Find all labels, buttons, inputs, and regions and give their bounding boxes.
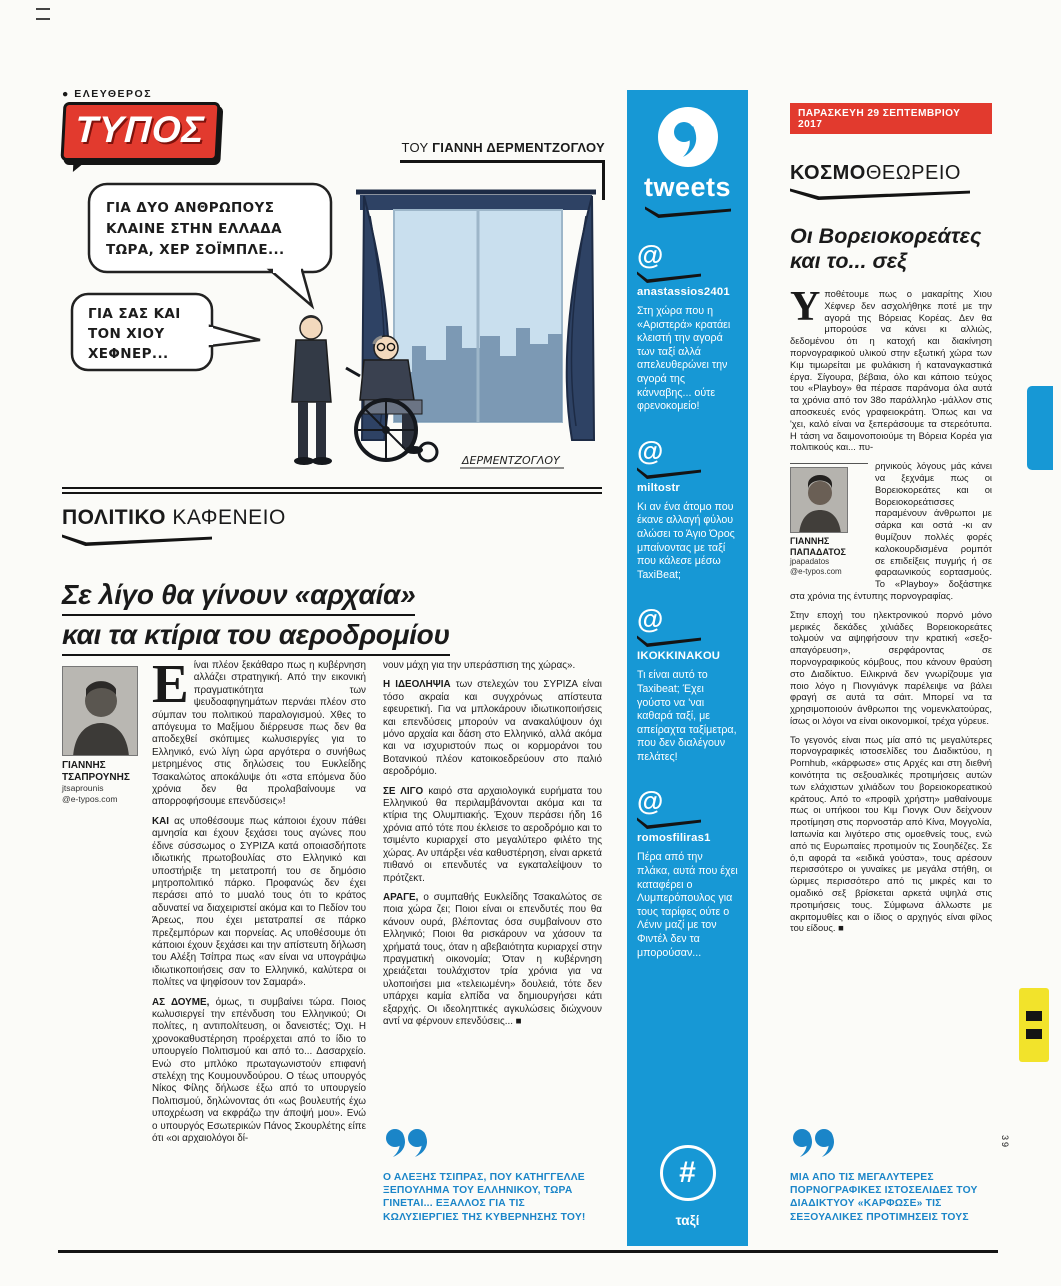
swoosh-underline xyxy=(637,634,701,647)
speech-bubble-2-line: ΓΙΑ ΣΑΣ ΚΑΙ xyxy=(88,306,181,322)
tweet-text: Πέρα από την πλάκα, αυτά που έχει καταφέρει ο Λυμπερόπουλος για τους ταρίφες ούτε ο Λένιν μαζί με τον Φιντέλ δεν τα μπορούσαν... xyxy=(637,851,738,959)
section-light: ΘΕΩΡΕΙΟ xyxy=(865,162,961,184)
headline-line-2: και τα κτίρια του αεροδρομίου xyxy=(62,616,450,656)
dropcap: Ε xyxy=(152,653,189,714)
speech-bubble-1-line: ΚΛΑΙΝΕ ΣΤΗΝ ΕΛΛΑΔΑ xyxy=(106,221,282,237)
registration-marks xyxy=(36,8,50,20)
cartoon-credit xyxy=(320,140,605,155)
title-line-2: και το... σεξ xyxy=(790,249,907,273)
wheelchair-handle xyxy=(346,368,360,376)
section-light: ΚΑΦΕΝΕΙΟ xyxy=(165,506,286,529)
tweet-item xyxy=(637,788,738,960)
paragraph: Είναι πλέον ξεκάθαρο πως η κυβέρνηση αλλάζει στρατηγική. Από την εικονική πραγματικότητα των ψευδοαφηγημάτων περνάει πλέον στο σύμπαν του πολιτικού παραλογισμού. Χθες το απόγευμα το Μαξίμου διέρρευσε πως δεν θα αποδεχθεί σκόπιμες κωλυσιεργίες για το Ελληνικό, ενώ λίγη ώρα αργότερα ο συνήθως μετρημένος στις δηλώσεις του Ευκλείδης Τσακαλώτος αποκάλυψε ότι «στα επόμενα δύο χρόνια δεν θα προλαβαίνουμε να απορροφήσουμε επενδύσεις»! xyxy=(152,653,366,808)
paragraph: ΑΡΑΓΕ, ο συμπαθής Ευκλείδης Τσακαλώτος σε ποια χώρα ζει; Ποιοι είναι οι επενδυτές που θα κάνουν ουρά, βλέποντας όσα συμβαίνουν στο Ελληνικό; Ποιοι θα ρισκάρουν να χάσουν τα χρήματά τους, όταν η αβεβαιότητα κυριαρχεί στην πραγματική οικονομία; Όταν η κυβέρνηση χρειάζεται τουλάχιστον τρία χρόνια για να υλοποιήσει μια «τελειωμένη» δουλειά, τότε δεν υπάρχει καμία ελπίδα να δημιουργήσει κάτι εξαρχής. Οι ιδεοληπτικές αγκυλώσεις διώχνουν αντί να φέρνουν επενδύσεις... ■ xyxy=(383,891,602,1027)
tweet-handle: miltostr xyxy=(637,481,681,494)
at-icon: @ xyxy=(637,604,664,635)
paragraph: ΚΑΙ ας υποθέσουμε πως κάποιοι έχουν πάθει αμνησία και έχουν ξεχάσει τους αγώνες που έδινε σύσσωμος ο ΣΥΡΙΖΑ κατά οποιασδήποτε ιδιωτικής πρωτοβουλίας στο Ελληνικό και υποστήριξε τη μετατροπή του σε δημόσιο μητροπολιτικό πάρκο. Προφανώς δεν έχει περάσει από το μυαλό τους ότι το κράτος αδυνατεί να διαχειριστεί ακόμα και το Πεδίον του Άρεως, που έχει μετατραπεί σε πάρκο πρεζεμπόρων και πορνείας. Ας υποθέσουμε ότι κάποιοι έχουν ξεχάσει και την απίστευτη δήλωση του Αλέξη Τσίπρα πως «αν είναι να υπογράψω ιδιωτικοποιήσεις σαν το Ελληνικό, καλύτερα οι πολίτες να ψηφίσουν τον Σαμαρά». xyxy=(152,815,366,989)
paragraph: ΑΣ ΔΟΥΜΕ, όμως, τι συμβαίνει τώρα. Ποιος κωλυσιεργεί την επένδυση του Ελληνικού; Οι πολίτες, η αντιπολίτευση, οι δανειστές; Όχι. Η χρονοκαθυστέρηση προέρχεται από το ίδιο το υπουργείο Πολιτισμού και από το... Δασαρχείο. Ενώ στο μπλόκο πρωταγωνιστούν επιφανή στελέχη της Κουμουνδούρου. Ο τέως υπουργός Νίκος Φίλης δήλωσε έξω από το υπουργείο Πολιτισμού, δηλώνοντας ότι «ως βουλευτής έχω υποχρέωση να εκφράζω την άποψή μου». Ενώ ο υπουργός Εσωτερικών Πάνος Σκουρλέτης είπε ότι «οι αρχαιολόγοι δί- xyxy=(152,996,366,1145)
speech-bubble-1-line: ΓΙΑ ΔΥΟ ΑΝΘΡΩΠΟΥΣ xyxy=(106,200,275,216)
caption-text: ΜΙΑ ΑΠΟ ΤΙΣ ΜΕΓΑΛΥΤΕΡΕΣ ΠΟΡΝΟΓΡΑΦΙΚΕΣ ΙΣΤΟΣΕΛΙΔΕΣ ΤΟΥ ΔΙΑΔΙΚΤΥΟΥ «ΚΑΡΦΩΣΕ» ΤΙΣ ΣΕΞΟΥΑΛΙΚΕΣ ΠΡΟΤΙΜΗΣΕΙΣ ΤΟΥΣ xyxy=(790,1172,978,1223)
tweets-title: tweets xyxy=(643,172,732,202)
tweet-handle: anastassios2401 xyxy=(637,286,730,298)
author-email: @e-typos.com xyxy=(790,567,842,577)
edge-tab-mark xyxy=(1026,1029,1042,1039)
political-cartoon xyxy=(64,176,602,478)
at-icon: @ xyxy=(637,240,664,270)
tweets-tag: ταξί xyxy=(675,1213,700,1228)
tweet-text: Τι είναι αυτό το Taxibeat; Έχει γούστο να 'ναι καθαρά ταξί, με απείραχτα ταξίμετρα, που δεν διαλέγουν πελάτες! xyxy=(637,669,737,763)
author-card-papadatos xyxy=(790,463,868,577)
swoosh-underline xyxy=(645,205,731,218)
double-rule xyxy=(62,487,602,494)
dropcap: Υ xyxy=(790,284,821,330)
cartoon-credit-name: ΓΙΑΝΝΗ ΔΕΡΜΕΝΤΖΟΓΛΟΥ xyxy=(432,140,605,155)
section-bold: ΠΟΛΙΤΙΚΟ xyxy=(62,506,166,529)
tweets-column xyxy=(627,90,748,1246)
curtain-valance xyxy=(360,195,592,210)
caption-block-elliniko xyxy=(383,1126,602,1224)
author-name: ΓΙΑΝΝΗΣ ΠΑΠΑΔΑΤΟΣ xyxy=(790,536,846,557)
wheelchair-man-body xyxy=(360,360,414,400)
section-kosmotheoreio xyxy=(790,162,992,185)
paragraph: Η ΙΔΕΟΛΗΨΙΑ των στελεχών του ΣΥΡΙΖΑ είναι τόσο ακραία και συγχρόνως απίστευτα εφευρετική. Για να μπλοκάρουν ιδιωτικοποιήσεις και επενδύσεις μπορούν να ανακαλύψουν όχι μόνο αρχαία και δάση στο Ελληνικό, αλλά ακόμα και να ισχυριστούν πως οι κορμοράνοι του Βοτανικού πλέον κατοικοεδρεύουν στο παλιό αεροδρόμιο. xyxy=(383,679,602,778)
quote-icon xyxy=(383,1126,433,1160)
curtain-right xyxy=(567,196,594,440)
masthead-kicker: ● ΕΛΕΥΘΕΡΟΣ xyxy=(62,88,153,100)
edge-tab-yellow xyxy=(1019,988,1049,1062)
speech-bubble-2-line: ΤΟΝ ΧΙΟΥ xyxy=(88,326,165,342)
author-photo xyxy=(790,467,848,533)
tweet-item xyxy=(637,606,738,764)
paragraph: ΣΕ ΛΙΓΟ καιρό στα αρχαιολογικά ευρήματα του Ελληνικού θα περιλαμβάνονται ακόμα και τα κτίρια της Ολυμπιακής. Έχουν περάσει ήδη 16 χρόνια από τότε που έκλεισε το αεροδρόμιο και το τσιμέντο κυριαρχεί στο μεγαλύτερο φιλέτο της χώρας. Αν υπάρξει νέα καθυστέρηση, είναι αρκετά πιθανό οι επενδυτές να εγκαταλείψουν το πρότζεκτ. xyxy=(383,785,603,884)
tweets-footer xyxy=(660,1125,716,1228)
paragraph: Το γεγονός είναι πως μία από τις μεγαλύτερες πορνογραφικές ιστοσελίδες του Διαδικτύου, η Pornhub, «κάρφωσε» στις Αρχές και στη διεθνή κοινότητα τις σεξουαλικές προτιμήσεις αυτών των ελάχιστων χιλιάδων του βορειοκορεατικού κράτους. Από το «προφίλ χρήστη» μαθαίνουμε πως οι υπήκοοι του Κιμ Γιονγκ Ουν δείχνουν προτίμηση στις πορνοστάρ από Κίνα, Μογγολία, Ιαπωνία και λιγότερο στις ομοεθνείς τους, ενώ από τις Ευρωπαίες προτιμούν τις Σουηδέζες. Σε ό,τι αφορά τα «ειδικά γούστα», τους αρέσουν περισσότερο οι γυναίκες με μεγάλα στήθη, οι ώριμες περισσότερο από τις μικρές και το ομαδικό σεξ βρίσκεται αρκετά υψηλά στις προτιμήσεις τους. Σύμφωνα άλλωστε με ακριτομυθίες και ο ίδιος ο αρχηγός είναι φίλος του είδους. ■ xyxy=(790,733,992,934)
paragraph: Υποθέτουμε πως ο μακαρίτης Χιου Χέφνερ δεν ασχολήθηκε ποτέ με την αγορά της Βόρειας Κορέας. Δεν θα μπορούσε να κάνει κι αλλιώς, δεδομένου ότι η κατοχή και διακίνηση πορνογραφικού υλικού στην εξωτική χώρα των Κιμ τιμωρείται με φυλάκιση ή καταναγκαστικά έργα. Σίγουρα, βέβαια, όλο και κάποιο τεύχος του «Playboy» θα πέρασε παράνομα όλα αυτά τα χρόνια από τον 38ο παράλληλο -μάλλον στις αποσκευές ενός γραφειοκράτη. Όπως και να 'χει, καλό είναι να ξεπεράσουμε τα στερεότυπα. Η τάση να δαιμονοποιούμε τη Βόρεια Κορέα για πολιτικούς και... πυ- xyxy=(790,284,992,453)
caption-block-pornhub xyxy=(790,1126,992,1224)
date-bar: ΠΑΡΑΣΚΕΥΗ 29 ΣΕΠΤΕΜΒΡΙΟΥ 2017 xyxy=(790,103,992,134)
at-icon: @ xyxy=(637,786,664,817)
paragraph: Στην εποχή του ηλεκτρονικού πορνό μόνο μερικές δεκάδες χιλιάδες Βορειοκορεάτες τολμούν να αψηφήσουν την κρατική «σεξο-απαγόρευση», σερφάροντας σε πορνογραφικούς κόμβους, που κάνουν θραύση στο Διαδίκτυο. Ειλικρινά δεν γνωρίζουμε για ποιο λόγο η Πιονγιάνγκ παρέλειψε να βάλει φραγή σε αυτά τα σάιτ. Μπορεί να τα χρησιμοποιούν άνθρωποι της νομενκλατούρας, ίσως οι λόγοι να είναι οικονομικοί, τρέχα γύρευε. xyxy=(790,608,992,726)
at-icon: @ xyxy=(637,435,664,466)
masthead xyxy=(62,88,219,161)
swoosh-underline xyxy=(637,466,701,479)
cartoon-drawing xyxy=(64,176,602,478)
speech-bubble-2-line: ΧΕΦΝΕΡ... xyxy=(88,346,169,362)
kosmo-article-body xyxy=(790,284,992,934)
section-bold: ΚΟΣΜΟ xyxy=(790,162,866,184)
kosmotheoreio-column xyxy=(790,103,992,941)
tweet-item xyxy=(637,242,738,414)
cartoonist-signature: ΔΕΡΜΕΝΤΖΟΓΛΟΥ xyxy=(462,454,560,467)
paragraph: νουν μάχη για την υπεράσπιση της χώρας». xyxy=(383,660,576,671)
standing-man-body xyxy=(292,340,331,402)
kosmo-article-title xyxy=(790,224,992,274)
article-column-2 xyxy=(383,660,602,1035)
swoosh-underline xyxy=(637,816,701,829)
tweet-item xyxy=(637,435,738,583)
caption-text: Ο ΑΛΕΞΗΣ ΤΣΙΠΡΑΣ, ΠΟΥ ΚΑΤΗΓΓΕΛΛΕ ΞΕΠΟΥΛΗΜΑ ΤΟΥ ΕΛΛΗΝΙΚΟΥ, ΤΩΡΑ ΓΙΝΕΤΑΙ... ΕΞΑΛΛΟΣ ΓΙΑ ΤΙΣ ΚΩΛΥΣΙΕΡΓΙΕΣ ΤΗΣ ΚΥΒΕΡΝΗΣΗΣ ΤΟΥ! xyxy=(383,1172,586,1223)
edge-tab-blue xyxy=(1027,386,1053,470)
author-email: @e-typos.com xyxy=(62,793,118,804)
author-handle: jtsaprounis xyxy=(62,783,104,793)
tweets-logo-icon xyxy=(657,106,719,168)
cartoon-credit-prefix: ΤΟΥ xyxy=(401,140,429,155)
hashtag-icon: # xyxy=(660,1145,716,1201)
author-name: ΓΙΑΝΝΗΣ ΤΣΑΠΡΟΥΝΗΣ xyxy=(62,760,130,783)
author-card-tsaprounis xyxy=(62,666,144,804)
article-headline xyxy=(62,576,450,656)
newspaper-logo: ΤΥΠΟΣ xyxy=(60,102,221,161)
quote-icon xyxy=(790,1126,840,1160)
edge-tab-mark xyxy=(1026,1011,1042,1021)
author-handle: jpapadatos xyxy=(790,557,830,567)
tweet-handle: romosfiliras1 xyxy=(637,832,711,845)
tweet-text: Κι αν ένα άτομο που έκανε αλλαγή φύλου αλώσει το Άγιο Όρος μπαίνοντας με ταξί που κάλεσε μέσω TaxiBeat; xyxy=(637,500,735,581)
section-politiko-kafeneio xyxy=(62,506,286,530)
swoosh-underline xyxy=(790,187,970,200)
swoosh-underline xyxy=(637,270,701,283)
article-column-1 xyxy=(152,653,366,1152)
paragraph: ρηνικούς λόγους μάς κάνει να ξεχνάμε πως οι Βορειοκορεάτες και οι Βορειοκορεάτισσες παραμένουν άνθρωποι με σάρκα και οστά -κι αν θυμίζουν πολλές φορές καλοκουρδισμένα ρομπότ σε επιδείξεις πυγμής ή σε φαραωνικούς εορτασμούς. Το «Playboy» δοξάστηκε στα χρόνια της έντυπης πορνογραφίας. xyxy=(790,460,992,601)
author-photo xyxy=(62,666,138,756)
bottom-rule xyxy=(58,1250,998,1253)
tweet-text: Στη χώρα που η «Αριστερά» κρατάει κλειστή την αγορά των ταξί αλλά απελευθερώνει την αγορά της κάνναβης... ούτε φρενοκομείο! xyxy=(637,305,731,413)
tweet-handle: IKOKKINAKOU xyxy=(637,650,721,663)
swoosh-underline xyxy=(62,533,212,546)
speech-bubble-1-line: ΤΩΡΑ, ΧΕΡ ΣΟΪΜΠΛΕ... xyxy=(106,242,285,258)
headline-line-1: Σε λίγο θα γίνουν «αρχαία» xyxy=(62,576,415,616)
page-number: 39 xyxy=(1000,1135,1010,1150)
title-line-1: Οι Βορειοκορεάτες xyxy=(790,224,982,248)
standing-man-head xyxy=(300,317,322,339)
